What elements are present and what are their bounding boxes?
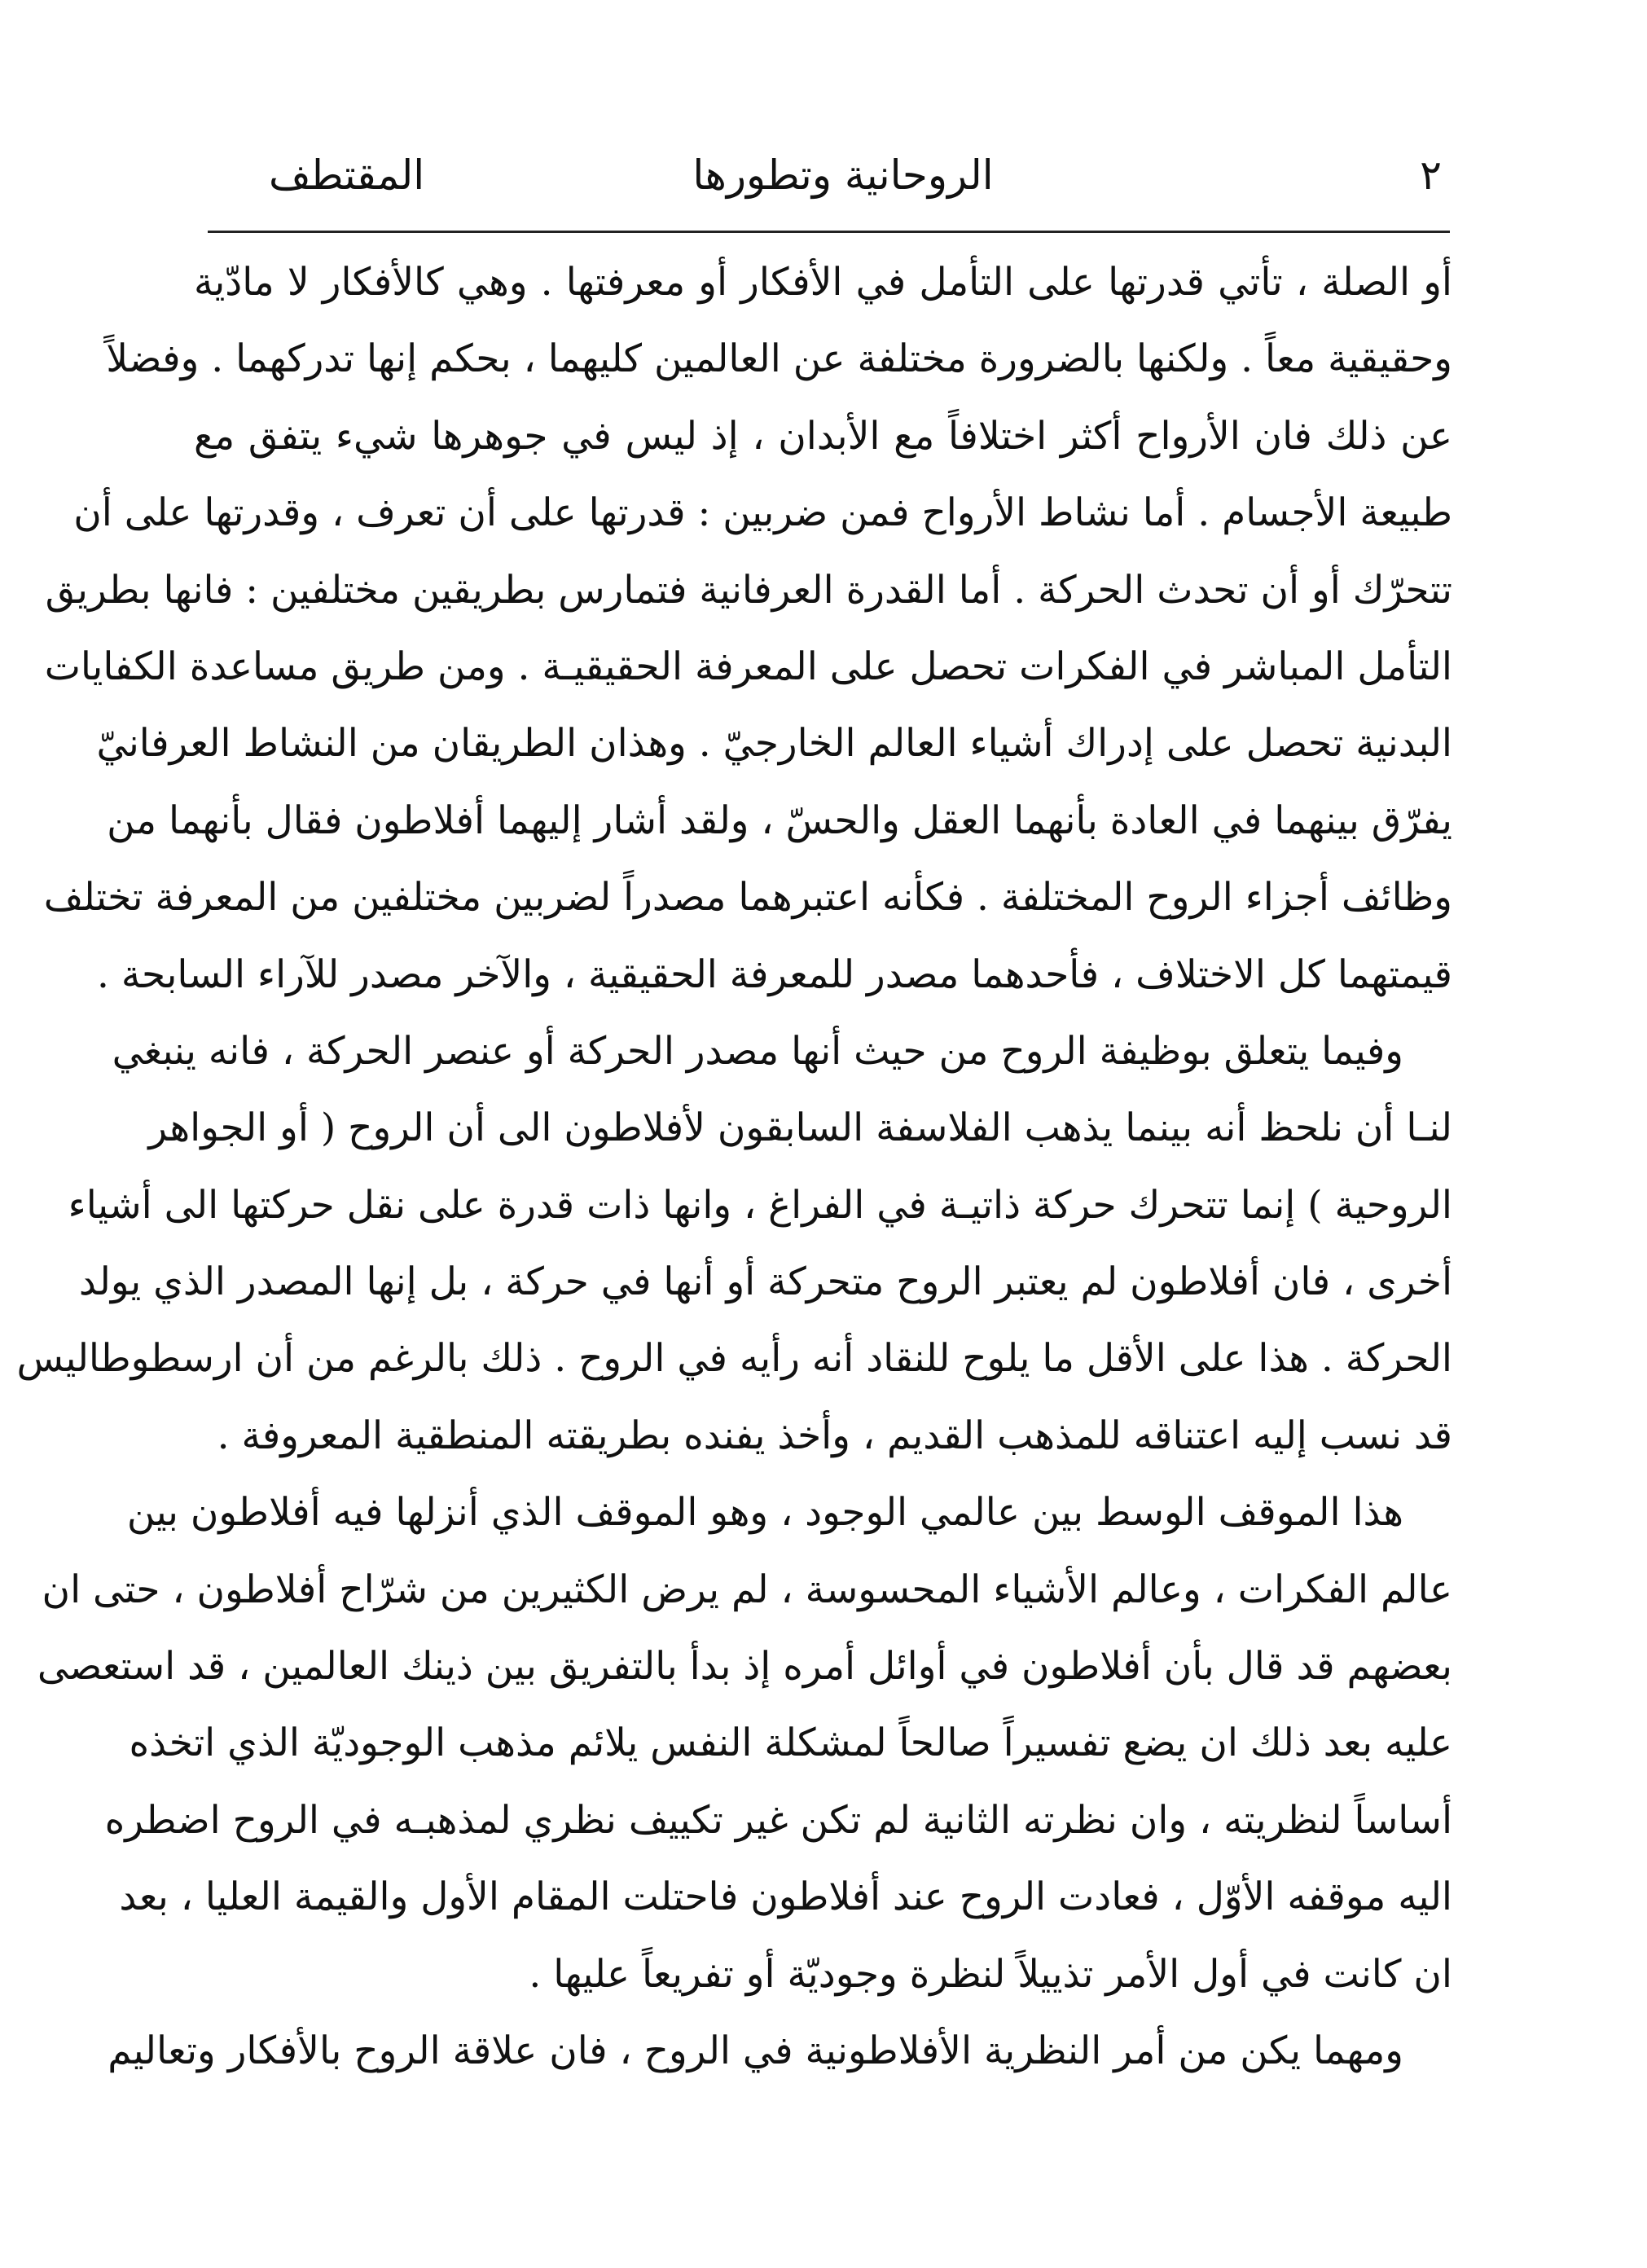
text-line: لنـا أن نلحظ أنه بينما يذهب الفلاسفة السابقون لأفلاطون الى أن الروح ( أو الجواهر (148, 1105, 1452, 1151)
text-line: يفرّق بينهما في العادة بأنهما العقل والحسّ ، ولقد أشار إليهما أفلاطون فقال بأنهما من (107, 798, 1452, 843)
text-line: قيمتهما كل الاختلاف ، فأحدهما مصدر للمعرفة الحقيقية ، والآخر مصدر للآراء السابحة . (96, 952, 1452, 997)
page-number: ٢ (1420, 152, 1442, 199)
text-line: أو الصلة ، تأتي قدرتها على التأمل في الأفكار أو معرفتها . وهي كالأفكار لا مادّية (194, 260, 1452, 305)
text-line: وظائف أجزاء الروح المختلفة . فكأنه اعتبرهما مصدراً لضربين مختلفين من المعرفة تختلف (43, 875, 1452, 921)
text-line: عليه بعد ذلك ان يضع تفسيراً صالحاً لمشكلة النفس يلائم مذهب الوجوديّة الذي اتخذه (129, 1721, 1452, 1766)
article-body (16, 244, 1452, 2090)
paragraph-3 (37, 1475, 1452, 2013)
text-line: وفيما يتعلق بوظيفة الروح من حيث أنها مصدر الحركة أو عنصر الحركة ، فانه ينبغي (112, 1028, 1403, 1074)
text-line: الحركة . هذا على الأقل ما يلوح للنقاد أنه رأيه في الروح . ذلك بالرغم من أن ارسطوطاليس (16, 1336, 1452, 1382)
text-line: عالم الفكرات ، وعالم الأشياء المحسوسة ، لم يرض الكثيرين من شرّاح أفلاطون ، حتى ان (42, 1567, 1452, 1612)
text-line: البدنية تحصل على إدراك أشياء العالم الخارجيّ . وهذان الطريقان من النشاط العرفانيّ (96, 721, 1452, 767)
text-line: اليه موقفه الأوّل ، فعادت الروح عند أفلاطون فاحتلت المقام الأول والقيمة العليا ، بعد (119, 1875, 1452, 1920)
text-line: ان كانت في أول الأمر تذييلاً لنظرة وجوديّة أو تفريعاً عليها . (529, 1951, 1452, 1997)
paragraph-1 (43, 244, 1452, 1013)
running-title: الروحانية وتطورها (692, 152, 994, 199)
text-line: وحقيقية معاً . ولكنها بالضرورة مختلفة عن العالمين كليهما ، بحكم إنها تدركهما . وفضلاً (106, 336, 1452, 382)
paragraph-4 (108, 2013, 1452, 2090)
text-line: طبيعة الأجسام . أما نشاط الأرواح فمن ضربين : قدرتها على أن تعرف ، وقدرتها على أن (73, 490, 1452, 536)
text-line: قد نسب إليه اعتناقه للمذهب القديم ، وأخذ يفنده بطريقته المنطقية المعروفة . (217, 1413, 1452, 1458)
header-divider (208, 231, 1450, 233)
text-line: هذا الموقف الوسط بين عالمي الوجود ، وهو الموقف الذي أنزلها فيه أفلاطون بين (126, 1490, 1403, 1536)
journal-name: المقتطف (269, 152, 425, 199)
text-line: ومهما يكن من أمر النظرية الأفلاطونية في الروح ، فان علاقة الروح بالأفكار وتعاليم (108, 2028, 1403, 2073)
text-line: الروحية ) إنما تتحرك حركة ذاتيـة في الفراغ ، وانها ذات قدرة على نقل حركتها الى أشياء (68, 1182, 1452, 1228)
text-line: تتحرّك أو أن تحدث الحركة . أما القدرة العرفانية فتمارس بطريقين مختلفين : فانها بطريق (45, 567, 1452, 613)
text-line: أساساً لنظريته ، وان نظرته الثانية لم تكن غير تكييف نظري لمذهبـه في الروح اضطره (104, 1797, 1452, 1843)
text-line: التأمل المباشر في الفكرات تحصل على المعرفة الحقيقيـة . ومن طريق مساعدة الكفايات (44, 644, 1452, 689)
text-line: عن ذلك فان الأرواح أكثر اختلافاً مع الأبدان ، إذ ليس في جوهرها شيء يتفق مع (194, 413, 1452, 459)
text-line: أخرى ، فان أفلاطون لم يعتبر الروح متحركة أو أنها في حركة ، بل إنها المصدر الذي يولد (78, 1259, 1452, 1305)
text-line: بعضهم قد قال بأن أفلاطون في أوائل أمره إذ بدأ بالتفريق بين ذينك العالمين ، قد استعصى (37, 1644, 1452, 1690)
paragraph-2 (16, 1013, 1452, 1475)
page-header (244, 138, 1442, 212)
